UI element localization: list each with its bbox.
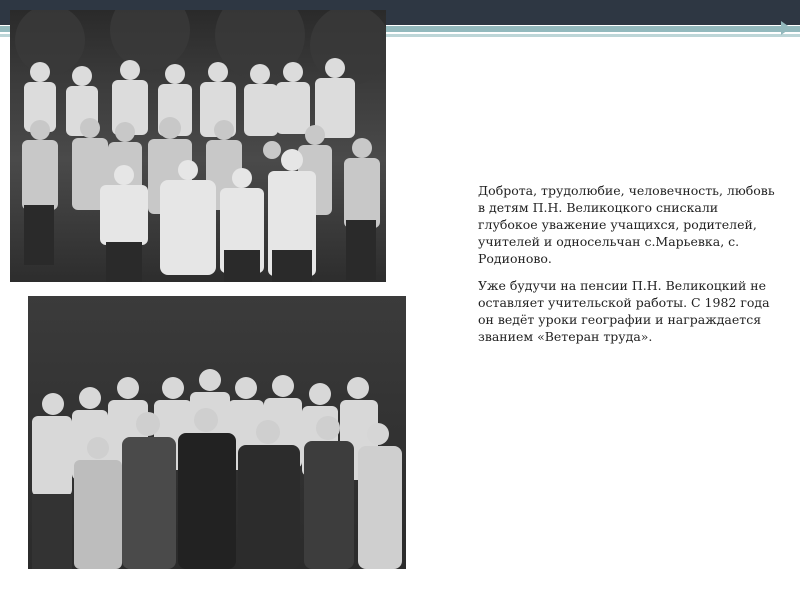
caption-text bbox=[478, 182, 778, 355]
slide-marker-icon bbox=[781, 21, 791, 35]
group-photo-1 bbox=[10, 10, 386, 282]
caption-paragraph-1: Доброта, трудолюбие, человечность, любовь в детям П.Н. Великоцкого снискали глубокое уважение учащихся, родителей, учителей и односельчан с.Марьевка, с. Родионово. bbox=[478, 183, 775, 266]
group-photo-2 bbox=[28, 296, 406, 569]
caption-paragraph-2: Уже будучи на пенсии П.Н. Великоцкий не оставляет учительской работы. С 1982 года он ведёт уроки географии и награждается званием «Ветеран труда». bbox=[478, 278, 770, 344]
